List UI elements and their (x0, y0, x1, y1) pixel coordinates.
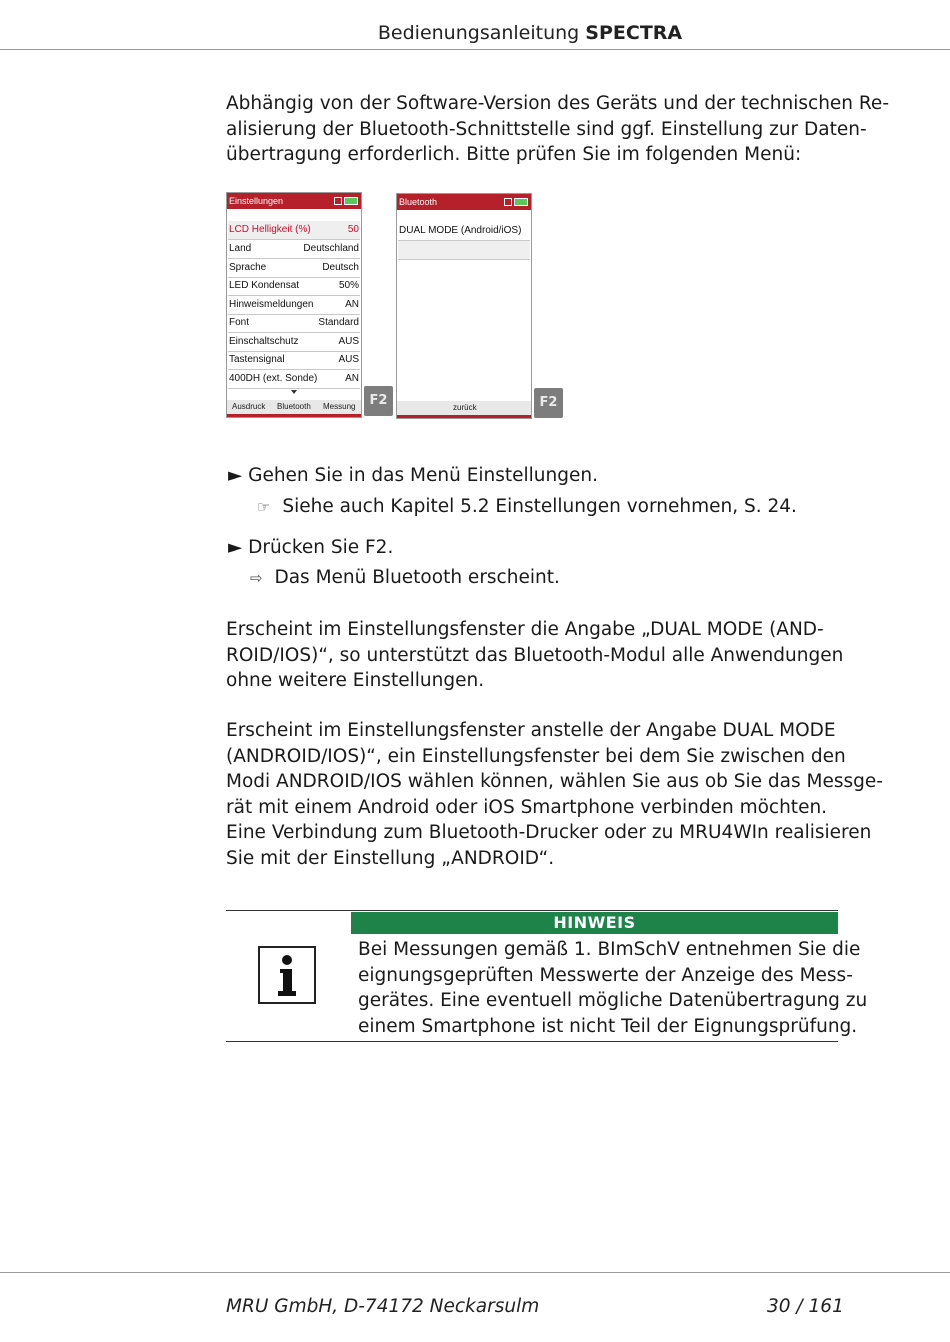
settings-row: 400DH (ext. Sonde) AN (228, 370, 360, 389)
step-result-text: Das Menü Bluetooth erscheint. (274, 567, 560, 588)
footer-company: MRU GmbH, D-74172 Neckarsulm (226, 1296, 540, 1317)
text-line: einem Smartphone ist nicht Teil der Eignungsprüfung. (358, 1015, 858, 1037)
result-arrow-icon: ⇨ (250, 569, 263, 587)
empty-row (398, 241, 530, 260)
scroll-down-icon (291, 390, 297, 394)
header-divider (0, 49, 950, 50)
settings-row: LED Kondensat 50% (228, 277, 360, 296)
text-line: alisierung der Bluetooth-Schnittstelle sind ggf. Einstellung zur Daten- (226, 118, 867, 140)
hand-pointer-icon: ☞ (257, 498, 271, 516)
text-line: rät mit einem Android oder iOS Smartphone verbinden möchten. (226, 796, 828, 818)
battery-icon (514, 198, 528, 206)
text-line: Erscheint im Einstellungsfenster anstelle der Angabe DUAL MODE (226, 720, 836, 741)
text-line: gerätes. Eine eventuell mögliche Datenübertragung zu (358, 990, 868, 1011)
cross-reference-text: Siehe auch Kapitel 5.2 Einstellungen vornehmen, S. 24. (282, 496, 797, 517)
step-1: ► Gehen Sie in das Menü Einstellungen. (228, 465, 598, 486)
step-2: ► Drücken Sie F2. (228, 537, 394, 558)
f2-key: F2 (364, 386, 393, 416)
text-line: ROID/IOS)“, so unterstützt das Bluetooth-Modul alle Anwendungen (226, 644, 844, 666)
bluetooth-mode-row: DUAL MODE (Android/iOS) (398, 222, 530, 241)
note-bottom-rule (226, 1041, 838, 1042)
screen-title: Bluetooth (399, 197, 438, 207)
battery-icon (344, 197, 358, 205)
note-top-rule (226, 910, 838, 911)
settings-row: Land Deutschland (228, 240, 360, 259)
text-line: Sie mit der Einstellung „ANDROID“. (226, 847, 555, 869)
text-line: Eine Verbindung zum Bluetooth-Drucker oder zu MRU4WIn realisieren (226, 822, 872, 843)
note-heading: HINWEIS (351, 912, 838, 934)
lock-icon (334, 197, 342, 205)
paragraph-dual-mode (226, 617, 844, 694)
text-line: Modi ANDROID/IOS wählen können, wählen Sie aus ob Sie das Messge- (226, 771, 883, 792)
screen-titlebar (397, 194, 531, 210)
settings-row: LCD Helligkeit (%) 50 (228, 221, 360, 240)
settings-row: Tastensignal AUS (228, 351, 360, 370)
text-line: eignungsgeprüften Messwerte der Anzeige des Mess- (358, 964, 853, 986)
softkey-zurueck: zurück (453, 403, 477, 412)
lock-icon (504, 198, 512, 206)
settings-row: Font Standard (228, 314, 360, 333)
text-line: Bei Messungen gemäß 1. BImSchV entnehmen Sie die (358, 939, 861, 960)
intro-paragraph (226, 91, 889, 168)
device-screen-bluetooth (396, 193, 532, 419)
footer-divider (0, 1272, 950, 1273)
info-icon (258, 946, 316, 1004)
cross-reference (257, 494, 797, 520)
step-result (250, 565, 560, 591)
paragraph-android-ios (226, 718, 883, 871)
softkey-bluetooth: Bluetooth (277, 402, 311, 411)
text-line: Abhängig von der Software-Version des Geräts und der technischen Re- (226, 93, 889, 114)
device-screen-settings (226, 192, 362, 418)
softkey-bar (227, 400, 361, 417)
note-body (358, 937, 868, 1039)
settings-row: Einschaltschutz AUS (228, 333, 360, 352)
settings-row: Sprache Deutsch (228, 259, 360, 278)
softkey-ausdruck: Ausdruck (232, 402, 266, 411)
screen-title: Einstellungen (229, 196, 284, 206)
text-line: (ANDROID/IOS)“, ein Einstellungsfenster bei dem Sie zwischen den (226, 745, 846, 767)
text-line: Erscheint im Einstellungsfenster die Angabe „DUAL MODE (AND- (226, 619, 824, 640)
screen-titlebar (227, 193, 361, 209)
text-line: übertragung erforderlich. Bitte prüfen Sie im folgenden Menü: (226, 144, 802, 165)
header-title-prefix: Bedienungsanleitung (377, 22, 580, 44)
header-title-product: SPECTRA (585, 22, 683, 44)
softkey-bar (397, 401, 531, 418)
softkey-messung: Messung (323, 402, 356, 411)
text-line: ohne weitere Einstellungen. (226, 670, 485, 691)
settings-row: Hinweismeldungen AN (228, 296, 360, 315)
footer-page-number: 30 / 161 (767, 1296, 844, 1317)
page-header (0, 22, 950, 44)
f2-key: F2 (534, 388, 563, 418)
